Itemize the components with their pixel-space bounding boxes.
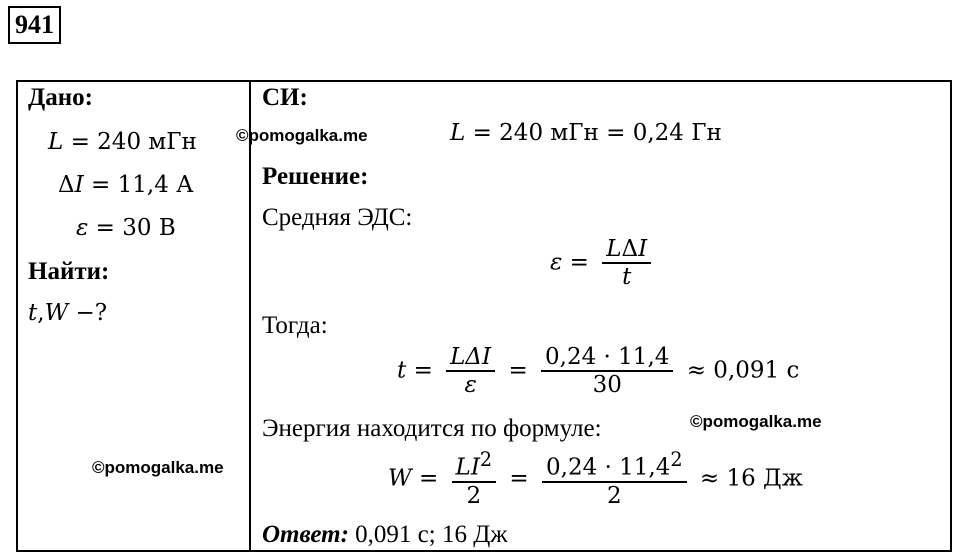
given-current-change: ΔI = 11,4 А: [58, 172, 194, 198]
fraction: $\frac{\text{LΔI}}{\varepsilon}$: [446, 344, 495, 399]
then-label: Тогда:: [262, 312, 328, 339]
watermark: ©pomogalka.me: [236, 126, 368, 145]
given-inductance: L = 240 мГн: [48, 129, 197, 155]
formula-time: t = $\frac{\text{LΔI}}{\varepsilon}$ = $\frac{0,24 \cdot 11,4}{30}$ ≈ 0,091 с: [397, 344, 800, 399]
solution-header: Решение:: [262, 163, 369, 190]
watermark: ©pomogalka.me: [690, 412, 822, 431]
si-inductance: L = 240 мГн = 0,24 Гн: [450, 120, 722, 146]
fraction: $\frac{\text{LΔI}}{t}$: [602, 236, 651, 291]
find-line: t,W −?: [28, 300, 108, 326]
si-header: СИ:: [262, 84, 308, 111]
formula-energy: W = $\frac{LI^2}{2}$ = $\frac{0,24 \cdot 11,4^2}{2}$ ≈ 16 Дж: [388, 448, 803, 510]
formula-emf: ε = $\frac{\text{LΔI}}{t}$: [550, 236, 657, 291]
energy-label: Энергия находится по формуле:: [262, 415, 602, 442]
fraction: $\frac{0,24 \cdot 11,4^2}{2}$: [542, 449, 687, 510]
problem-number: 941: [8, 6, 61, 44]
answer: Ответ: 0,091 с; 16 Дж: [262, 521, 508, 548]
avg-emf-label: Средняя ЭДС:: [262, 204, 413, 231]
column-divider: [249, 80, 251, 552]
given-header: Дано:: [28, 84, 93, 111]
given-emf: ε = 30 В: [76, 215, 176, 241]
find-header: Найти:: [28, 258, 110, 285]
fraction: $\frac{LI^2}{2}$: [452, 449, 497, 510]
watermark: ©pomogalka.me: [92, 458, 224, 477]
fraction: $\frac{0,24 \cdot 11,4}{30}$: [541, 344, 673, 399]
